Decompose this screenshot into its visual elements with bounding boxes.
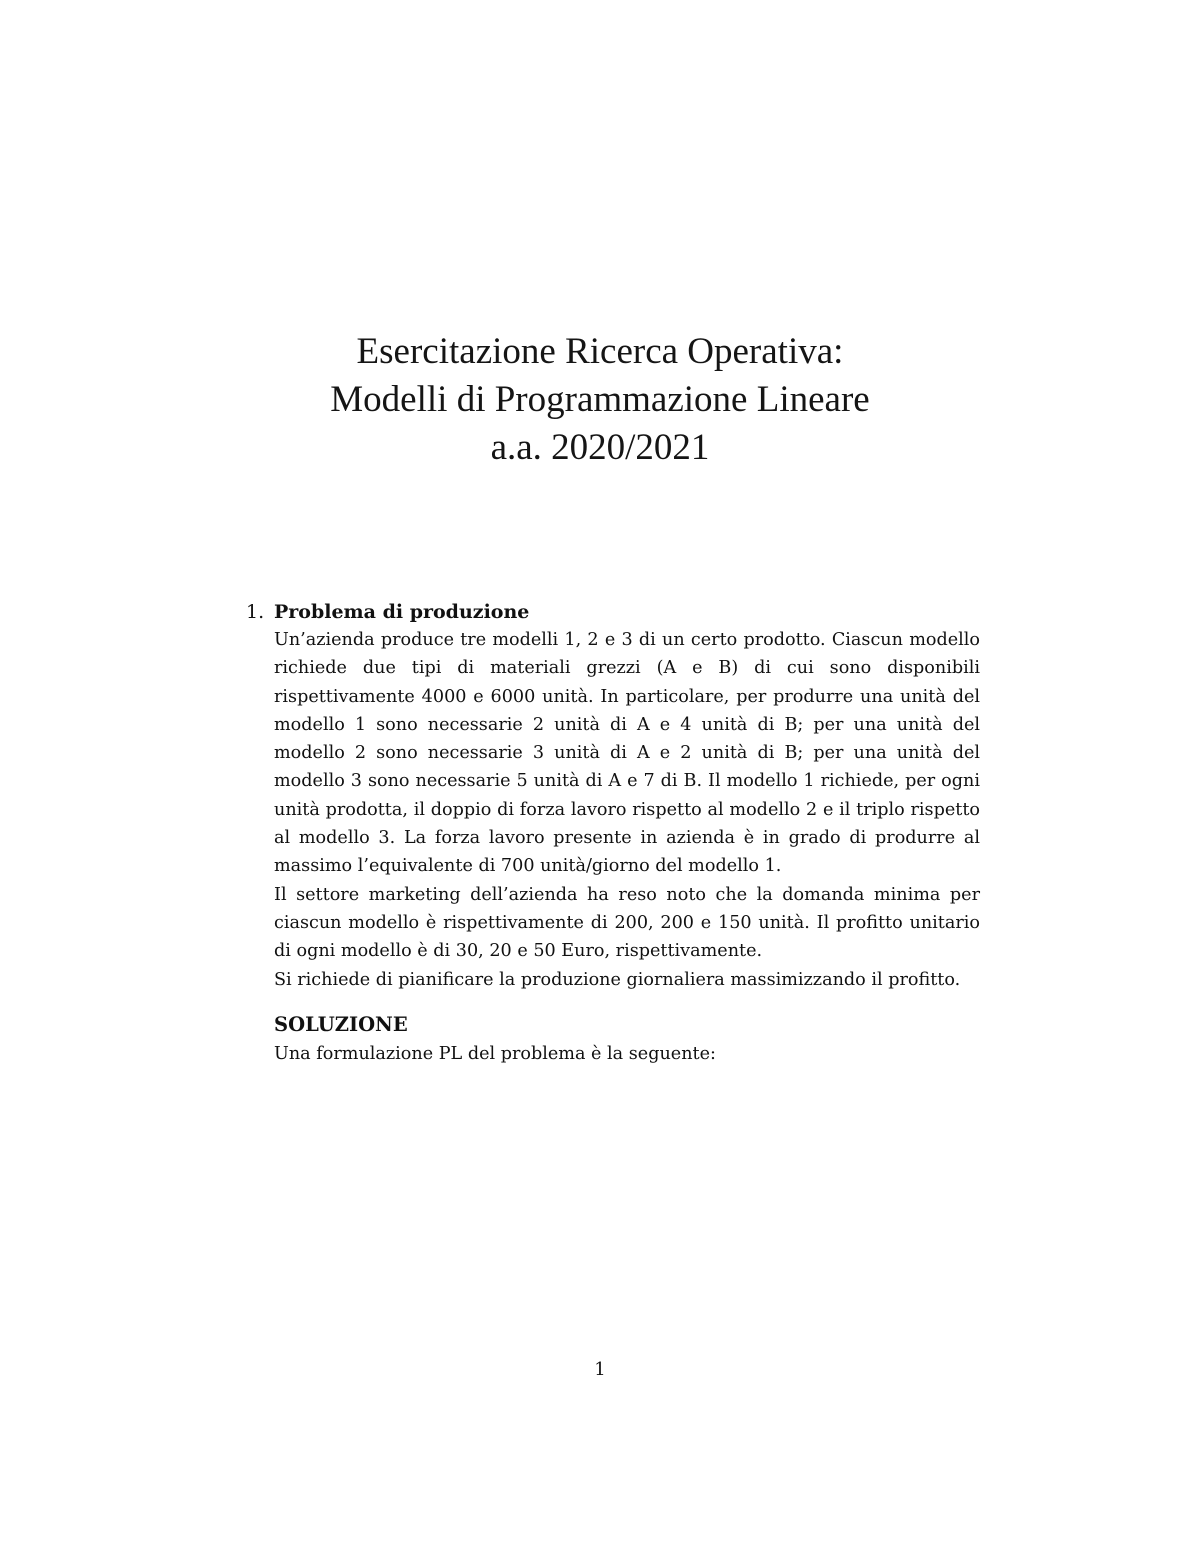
- problem-body: [274, 598, 980, 1068]
- title-line-1: Esercitazione Ricerca Operativa:: [356, 331, 844, 372]
- problem-item: [246, 598, 980, 1068]
- page-number: 1: [594, 1359, 606, 1380]
- problem-heading: Problema di produzione: [274, 601, 530, 623]
- problem-paragraph-1: Un’azienda produce tre modelli 1, 2 e 3 di un certo prodotto. Ciascun modello richiede due tipi di materiali grezzi (A e B) di cui sono disponibili rispettivamente 4000 e 6000 unità. In particolare, per produrre una unità del modello 1 sono necessarie 2 unità di A e 4 unità di B; per una unità del modello 2 sono necessarie 3 unità di A e 2 unità di B; per una unità del modello 3 sono necessarie 5 unità di A e 7 di B. Il modello 1 richiede, per ogni unità prodotta, il doppio di forza lavoro rispetto al modello 2 e il triplo rispetto al modello 3. La forza lavoro presente in azienda è in grado di produrre al massimo l’equivalente di 700 unità/giorno del modello 1.: [274, 630, 980, 877]
- problem-paragraph-3: Si richiede di pianificare la produzione giornaliera massimizzando il profitto.: [274, 969, 961, 990]
- problem-number: 1.: [246, 601, 265, 623]
- document-title: [0, 328, 1200, 472]
- problem-paragraph-2: Il settore marketing dell’azienda ha reso noto che la domanda minima per ciascun modello è rispettivamente di 200, 200 e 150 unità. Il profitto unitario di ogni modello è di 30, 20 e 50 Euro, rispettivamente.: [274, 884, 980, 962]
- title-line-2: Modelli di Programmazione Lineare: [330, 379, 870, 420]
- solution-text: Una formulazione PL del problema è la seguente:: [274, 1043, 716, 1064]
- solution-heading: SOLUZIONE: [274, 1012, 408, 1036]
- title-line-3: a.a. 2020/2021: [490, 427, 710, 468]
